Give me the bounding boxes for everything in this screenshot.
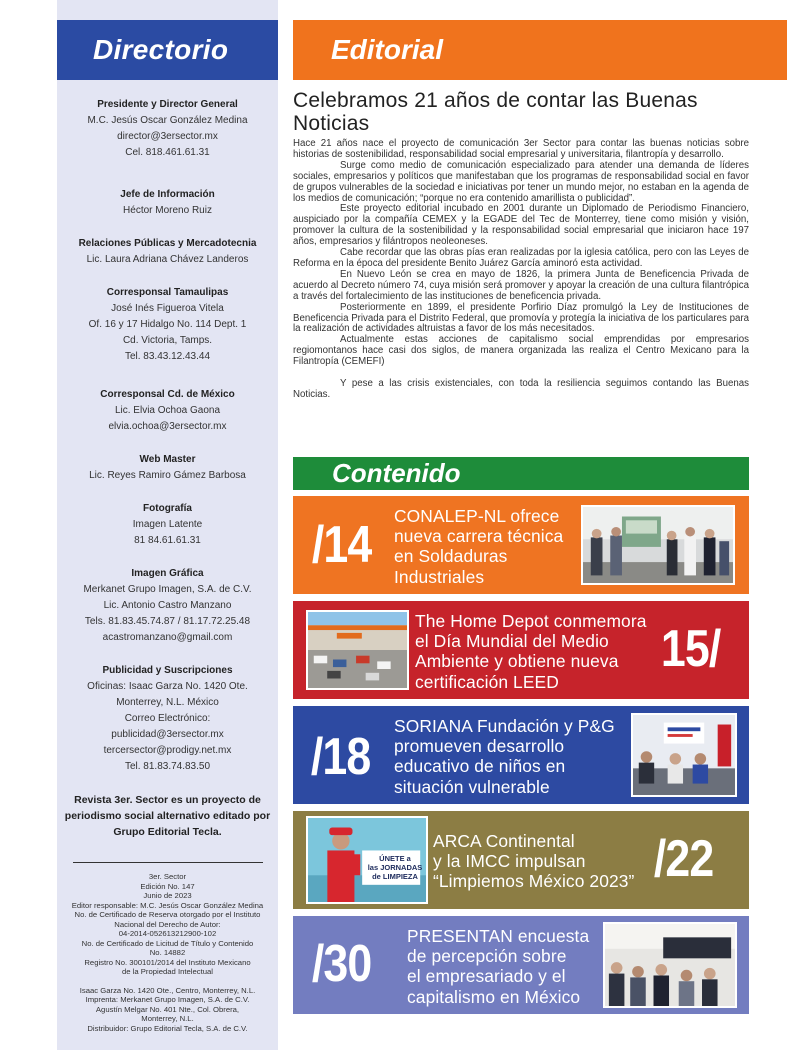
directory-line: Lic. Antonio Castro Manzano [103, 600, 232, 611]
directory-section-title: Imagen Gráfica [131, 568, 204, 579]
directory-sidebar [57, 0, 278, 1050]
imprint-address-block [57, 986, 278, 1034]
magazine-tagline: Revista 3er. Sector es un proyecto de periodismo social alternativo editado por Grupo Editorial Tecla. [64, 794, 271, 838]
directory-section [57, 452, 278, 484]
title-line: Ambiente y obtiene nueva [415, 651, 619, 672]
imprint-line: Editor responsable: M.C. Jesús Oscar González Medina [71, 900, 264, 910]
imprint-line: de la Propiedad Intelectual [121, 967, 214, 976]
directory-line: Lic. Elvia Ochoa Gaona [114, 405, 221, 416]
directory-email[interactable]: director@3ersector.mx [117, 131, 218, 142]
directory-section-title: Jefe de Información [120, 189, 215, 200]
editorial-paragraph: Y pese a las crisis existenciales, con toda la resiliencia seguimos contando las Buenas Noticias. [293, 378, 749, 400]
contents-item-page-15[interactable] [293, 601, 749, 699]
directory-body [57, 97, 278, 1033]
contents-item-page-18[interactable] [293, 706, 749, 804]
title-line: capitalismo en México [407, 986, 581, 1007]
directory-line: Imagen Latente [132, 519, 203, 530]
title-line: y la IMCC impulsan [433, 851, 586, 872]
directory-email[interactable]: elvia.ochoa@3ersector.mx [108, 421, 227, 432]
title-line: ARCA Continental [433, 831, 575, 851]
directory-line: Tel. 83.43.12.43.44 [124, 351, 211, 362]
title-line: Industriales [394, 566, 485, 587]
imprint-line: Distribuidor: Grupo Editorial Tecla, S.A. de C.V. [87, 1023, 248, 1033]
directory-section [57, 285, 278, 365]
photo-caption-line: de LIMPIEZA [372, 872, 418, 881]
directory-section [57, 663, 278, 775]
editorial-header [293, 20, 787, 80]
imprint-line: 04-2014-052613212900-102 [118, 929, 217, 938]
editorial-paragraph: Cabe recordar que las obras pías eran realizadas por la iglesia católica, pero con las Leyes de Reforma en la época del presidente Benito Juárez García aminoró esta actividad. [293, 247, 749, 269]
title-line: certificación LEED [415, 671, 559, 692]
imprint-line: No. 14882 [149, 948, 186, 957]
directory-section [57, 387, 278, 435]
imprint-line: Agustín Melgar No. 401 Nte., Col. Obrera, [95, 1004, 240, 1014]
directory-section [57, 187, 278, 219]
directory-line: Cd. Victoria, Tamps. [122, 335, 213, 346]
title-line: nueva carrera técnica [394, 526, 564, 547]
page-number: /30 [311, 935, 372, 993]
contents-header [293, 457, 749, 490]
contents-item-page-14[interactable] [293, 496, 749, 594]
page-number: /18 [310, 728, 371, 786]
directory-line: Cel. 818.461.61.31 [125, 147, 210, 158]
contents-item-title [394, 716, 615, 797]
editorial-headline: Celebramos 21 años de contar las Buenas Noticias [293, 89, 698, 135]
directory-email[interactable]: acastromanzano@gmail.com [102, 632, 233, 643]
page-number: 15/ [660, 620, 721, 678]
directory-section-title: Fotografía [143, 503, 192, 514]
editorial-paragraph: Este proyecto editorial incubado en 2001 durante un Diplomado de Periodismo Financiero, auspiciado por la compañía CEMEX y la EGADE del Tec de Monterrey, tiene como misión y visión, promover la cultura de la sostenibilidad y la responsabilidad social empresarial que iniciaron hace 197 años, empresarios y filántropos neoleoneses. [293, 203, 749, 248]
directory-line: Oficinas: Isaac Garza No. 1420 Ote. [87, 681, 248, 692]
directory-line: Of. 16 y 17 Hidalgo No. 114 Dept. 1 [88, 319, 247, 330]
directory-section-title: Presidente y Director General [97, 99, 238, 110]
title-line: en Soldaduras [394, 546, 508, 567]
directory-section-title: Corresponsal Cd. de México [100, 389, 235, 400]
directory-heading: Directorio [93, 34, 229, 65]
directory-section [57, 236, 278, 268]
photo-caption [366, 854, 424, 881]
directory-line: Lic. Reyes Ramiro Gámez Barbosa [89, 470, 246, 481]
editorial-paragraph: En Nuevo León se crea en mayo de 1826, la primera Junta de Beneficencia Privada de acuerdo al Decreto número 74, cuya misión será promover y apoyar la creación de una cultura filantrópica a través del fortalecimiento de las instituciones de beneficencia privada. [293, 268, 749, 302]
article-photo-home-depot [306, 610, 409, 690]
directory-section-title: Publicidad y Suscripciones [102, 665, 233, 676]
directory-line: Lic. Laura Adriana Chávez Landeros [86, 254, 249, 265]
directory-header [57, 20, 278, 80]
imprint-line: Isaac Garza No. 1420 Ote., Centro, Monterrey, N.L. [79, 985, 256, 995]
title-line: educativo de niños en [394, 756, 566, 777]
contents-item-title [407, 926, 589, 1007]
directory-line: Héctor Moreno Ruiz [123, 205, 212, 216]
imprint-line: 3er. Sector [148, 872, 187, 881]
imprint-line: No. de Certificado de Reserva otorgado por el Instituto [74, 910, 261, 919]
contents-heading: Contenido [332, 458, 461, 488]
imprint-block [57, 872, 278, 977]
directory-line: Monterrey, N.L. México [116, 697, 219, 708]
contents-item-page-30[interactable] [293, 916, 749, 1014]
directory-section [57, 566, 278, 646]
page-number: /22 [653, 830, 714, 888]
imprint-line: Edición No. 147 [140, 881, 195, 891]
photo-caption-line: ÚNETE a [379, 854, 411, 863]
title-line: promueven desarrollo [394, 736, 565, 757]
imprint-line: Nacional del Derecho de Autor: [114, 919, 221, 929]
contents-item-page-22[interactable] [293, 811, 749, 909]
contents-item-title [415, 611, 646, 692]
article-photo-conalep [581, 505, 735, 585]
directory-line: Correo Electrónico: [124, 713, 211, 724]
article-photo-encuesta [603, 922, 737, 1008]
contents-item-title [433, 831, 634, 892]
imprint-line: Registro No. 300101/2014 del Instituto Mexicano [84, 957, 251, 967]
directory-line: Merkanet Grupo Imagen, S.A. de C.V. [83, 584, 252, 595]
title-line: situación vulnerable [394, 776, 550, 797]
directory-section [57, 97, 278, 161]
directory-section [57, 501, 278, 549]
directory-line: M.C. Jesús Oscar González Medina [87, 115, 248, 126]
title-line: el Día Mundial del Medio [415, 631, 609, 652]
directory-section-title: Web Master [139, 454, 196, 465]
editorial-paragraph: Posteriormente en 1899, el presidente Porfirio Díaz promulgó la Ley de Instituciones de Beneficencia Privada para el Distrito Federal, que promovía y protegía la iniciativa de los particulares para la realización de actividades altruistas a favor de los más necesitados. [293, 301, 749, 335]
title-line: CONALEP-NL ofrece [394, 506, 560, 526]
directory-email[interactable]: tercersector@prodigy.net.mx [103, 745, 232, 756]
imprint-line: No. de Certificado de Licitud de Título y Contenido [81, 938, 254, 948]
editorial-body [293, 139, 749, 401]
editorial-paragraph: Hace 21 años nace el proyecto de comunicación 3er Sector para contar las buenas noticias sobre historias de sostenibilidad, responsabilidad social empresarial y universitaria, filantropía y desarrollo. [293, 138, 749, 160]
directory-section-title: Relaciones Públicas y Mercadotecnia [78, 238, 257, 249]
directory-line: Tels. 81.83.45.74.87 / 81.17.72.25.48 [84, 616, 251, 627]
title-line: The Home Depot conmemora [415, 611, 647, 631]
divider [73, 862, 263, 863]
page-number: /14 [311, 516, 372, 574]
article-photo-limpiemos [306, 816, 428, 904]
photo-caption-line: las JORNADAS [367, 863, 423, 872]
imprint-line: Imprenta: Merkanet Grupo Imagen, S.A. de C.V. [85, 995, 250, 1004]
directory-section-title: Corresponsal Tamaulipas [106, 287, 229, 298]
editorial-paragraph: Surge como medio de comunicación especializado para atender una demanda de líderes sociales, empresarios y políticos que manifestaban que los programas de responsabilidad social en favor de grupos vulnerables de la sociedad e iniciativas por tener un mundo mejor, no estaban en la agenda de los medios de comunicación; “porque no era contenido amarillista o publicidad”. [293, 159, 749, 204]
imprint-line: Junio de 2023 [143, 891, 192, 900]
imprint-line: Monterrey, N.L. [141, 1014, 194, 1023]
directory-line: Tel. 81.83.74.83.50 [124, 761, 211, 772]
title-line: el empresariado y el [407, 966, 566, 987]
directory-line: 81 84.61.61.31 [134, 535, 201, 546]
article-photo-soriana [631, 713, 737, 797]
title-line: “Limpiemos México 2023” [433, 871, 635, 892]
contents-item-title [394, 506, 563, 587]
title-line: PRESENTAN encuesta [407, 926, 590, 946]
title-line: SORIANA Fundación y P&G [394, 716, 615, 736]
editorial-paragraph: Actualmente estas acciones de capitalismo social emprendidas por empresarios regiomontanos hace casi dos siglos, de manera organizada las realiza el Centro Mexicano para la Filantropía (CEMEFI) [293, 334, 749, 368]
title-line: de percepción sobre [407, 946, 567, 967]
directory-line: José Inés Figueroa Vitela [111, 303, 224, 314]
directory-email[interactable]: publicidad@3ersector.mx [111, 729, 224, 740]
editorial-heading: Editorial [331, 34, 444, 65]
